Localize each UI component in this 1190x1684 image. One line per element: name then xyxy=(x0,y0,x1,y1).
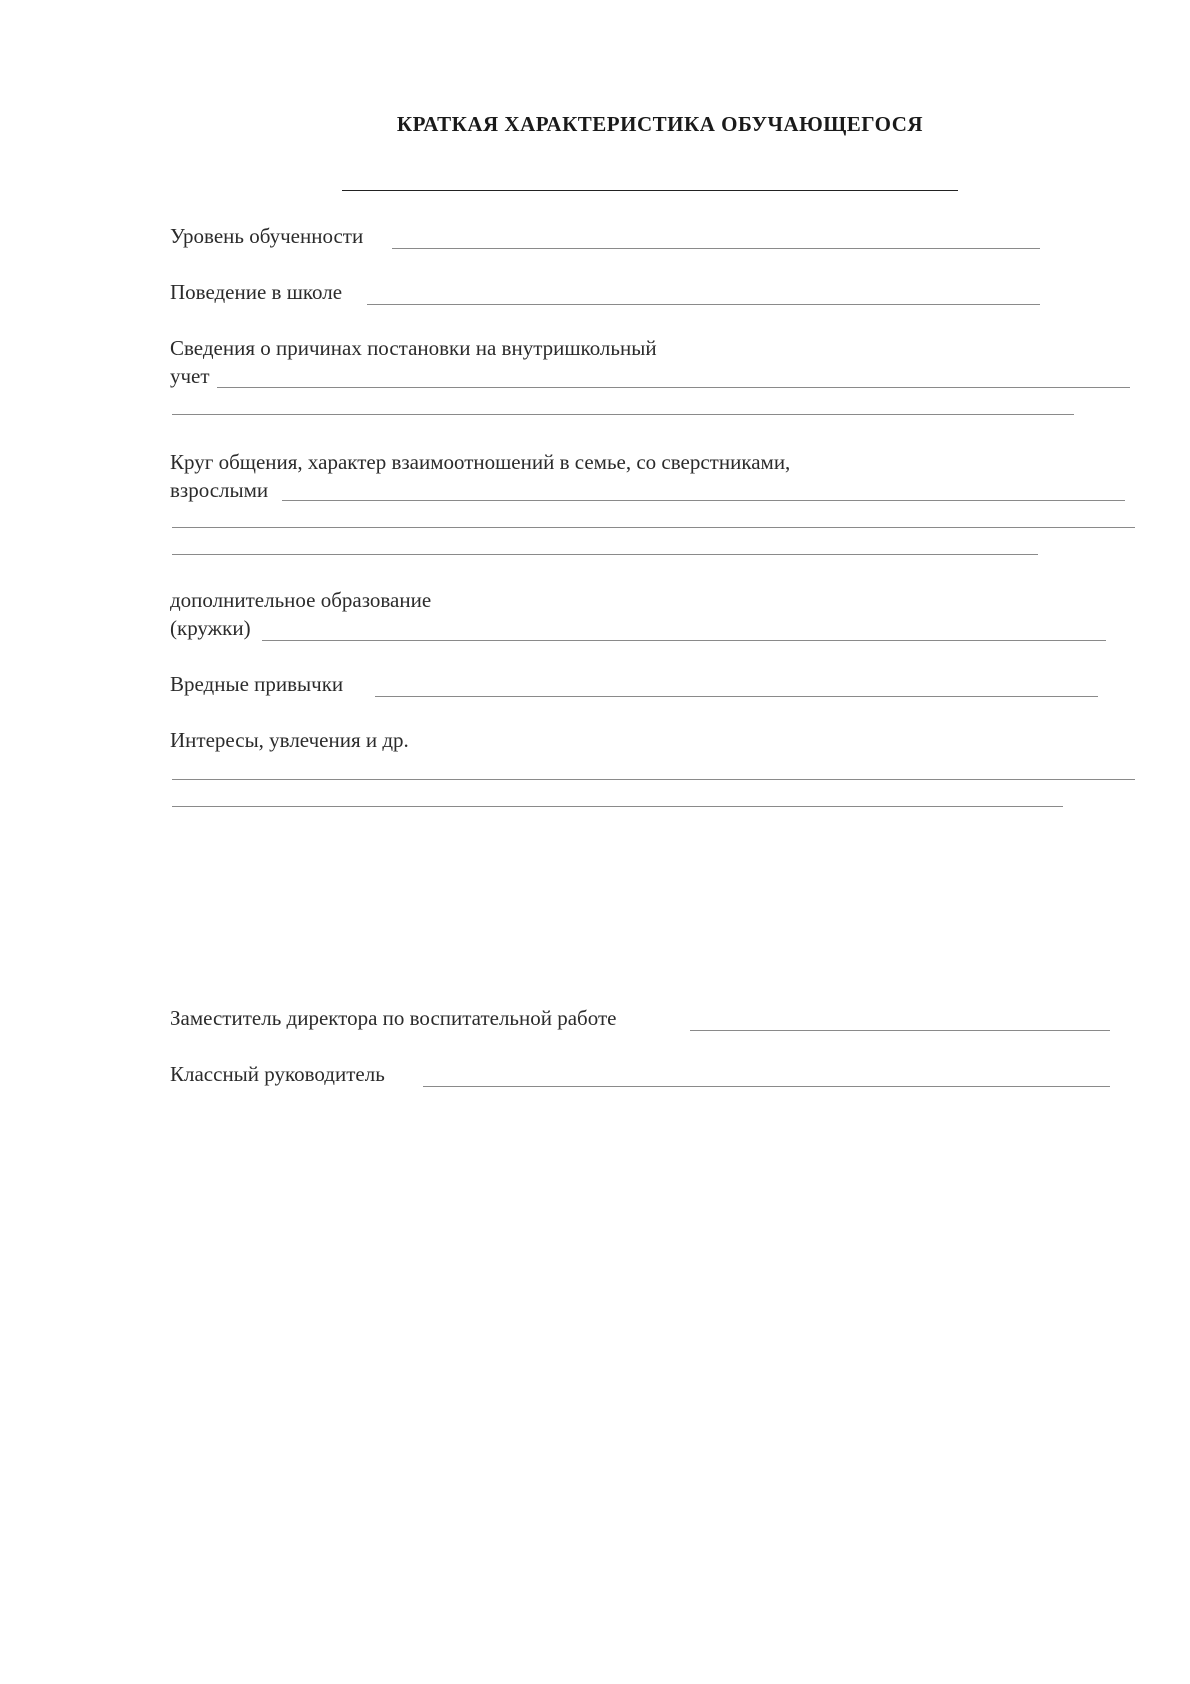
registration-fill-line2[interactable] xyxy=(172,414,1074,415)
communication-fill-line2[interactable] xyxy=(172,527,1135,528)
class-teacher-label: Классный руководитель xyxy=(170,1062,385,1086)
bad-habits-label: Вредные привычки xyxy=(170,672,344,696)
level-label: Уровень обученности xyxy=(170,224,364,248)
registration-label-line2: учет xyxy=(170,364,210,388)
extra-education-label-line1: дополнительное образование xyxy=(170,588,432,612)
extra-education-label-line2: (кружки) xyxy=(170,616,251,640)
registration-fill-line1[interactable] xyxy=(217,387,1130,388)
student-name-line[interactable] xyxy=(342,190,958,191)
deputy-director-label: Заместитель директора по воспитательной работе xyxy=(170,1006,617,1030)
registration-label-line1: Сведения о причинах постановки на внутришкольный xyxy=(170,336,657,360)
interests-fill-line2[interactable] xyxy=(172,806,1063,807)
behavior-fill-line[interactable] xyxy=(367,304,1040,305)
interests-label: Интересы, увлечения и др. xyxy=(170,728,409,752)
communication-fill-line1[interactable] xyxy=(282,500,1125,501)
communication-fill-line3[interactable] xyxy=(172,554,1038,555)
class-teacher-signature-line[interactable] xyxy=(423,1086,1110,1087)
behavior-label: Поведение в школе xyxy=(170,280,343,304)
deputy-director-signature-line[interactable] xyxy=(690,1030,1110,1031)
bad-habits-fill-line[interactable] xyxy=(375,696,1098,697)
interests-fill-line1[interactable] xyxy=(172,779,1135,780)
document-title: КРАТКАЯ ХАРАКТЕРИСТИКА ОБУЧАЮЩЕГОСЯ xyxy=(396,112,924,136)
extra-education-fill-line[interactable] xyxy=(262,640,1106,641)
level-fill-line[interactable] xyxy=(392,248,1040,249)
communication-label-line2: взрослыми xyxy=(170,478,269,502)
communication-label-line1: Круг общения, характер взаимоотношений в семье, со сверстниками, xyxy=(170,450,791,474)
